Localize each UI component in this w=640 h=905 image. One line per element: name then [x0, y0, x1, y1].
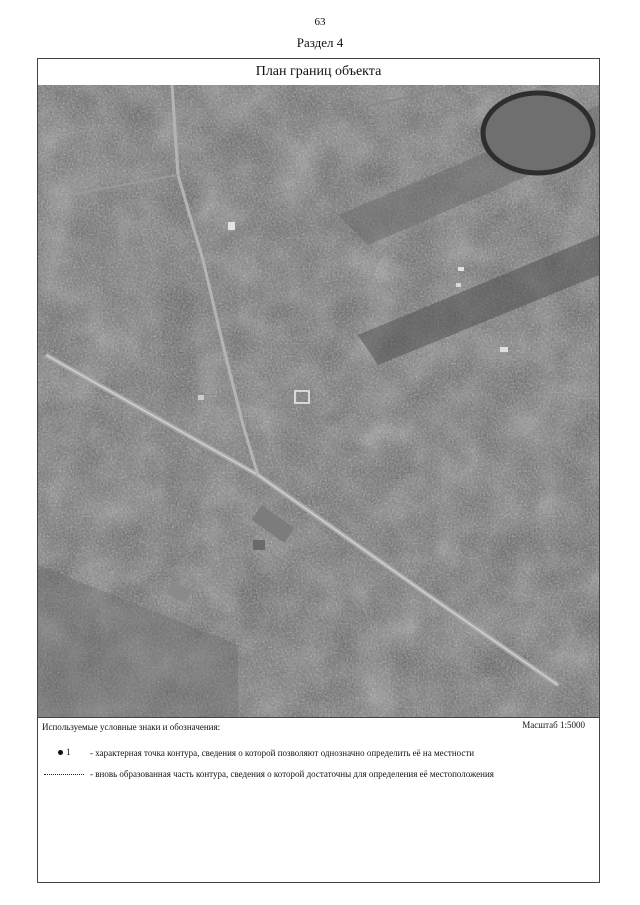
dotted-line-icon	[44, 774, 84, 775]
aerial-map-image	[38, 85, 599, 717]
section-title: Раздел 4	[296, 35, 344, 50]
legend	[38, 718, 599, 882]
plan-title: План границ объекта	[38, 59, 599, 86]
scale-label: Масштаб 1:5000	[522, 720, 585, 730]
legend-item-text: - характерная точка контура, сведения о которой позволяют однозначно определить её на местности	[90, 748, 475, 758]
page-number: 63	[314, 16, 326, 28]
point-marker-icon	[58, 750, 63, 755]
legend-item-contour	[42, 769, 592, 780]
legend-item-text: - вновь образованная часть контура, сведения о которой достаточны для определения её местоположения	[90, 769, 494, 779]
legend-item-point	[42, 748, 592, 759]
aerial-map	[38, 85, 599, 718]
plan-frame	[37, 58, 600, 883]
legend-title: Используемые условные знаки и обозначения:	[42, 722, 221, 732]
point-marker-label: 1	[66, 747, 71, 757]
